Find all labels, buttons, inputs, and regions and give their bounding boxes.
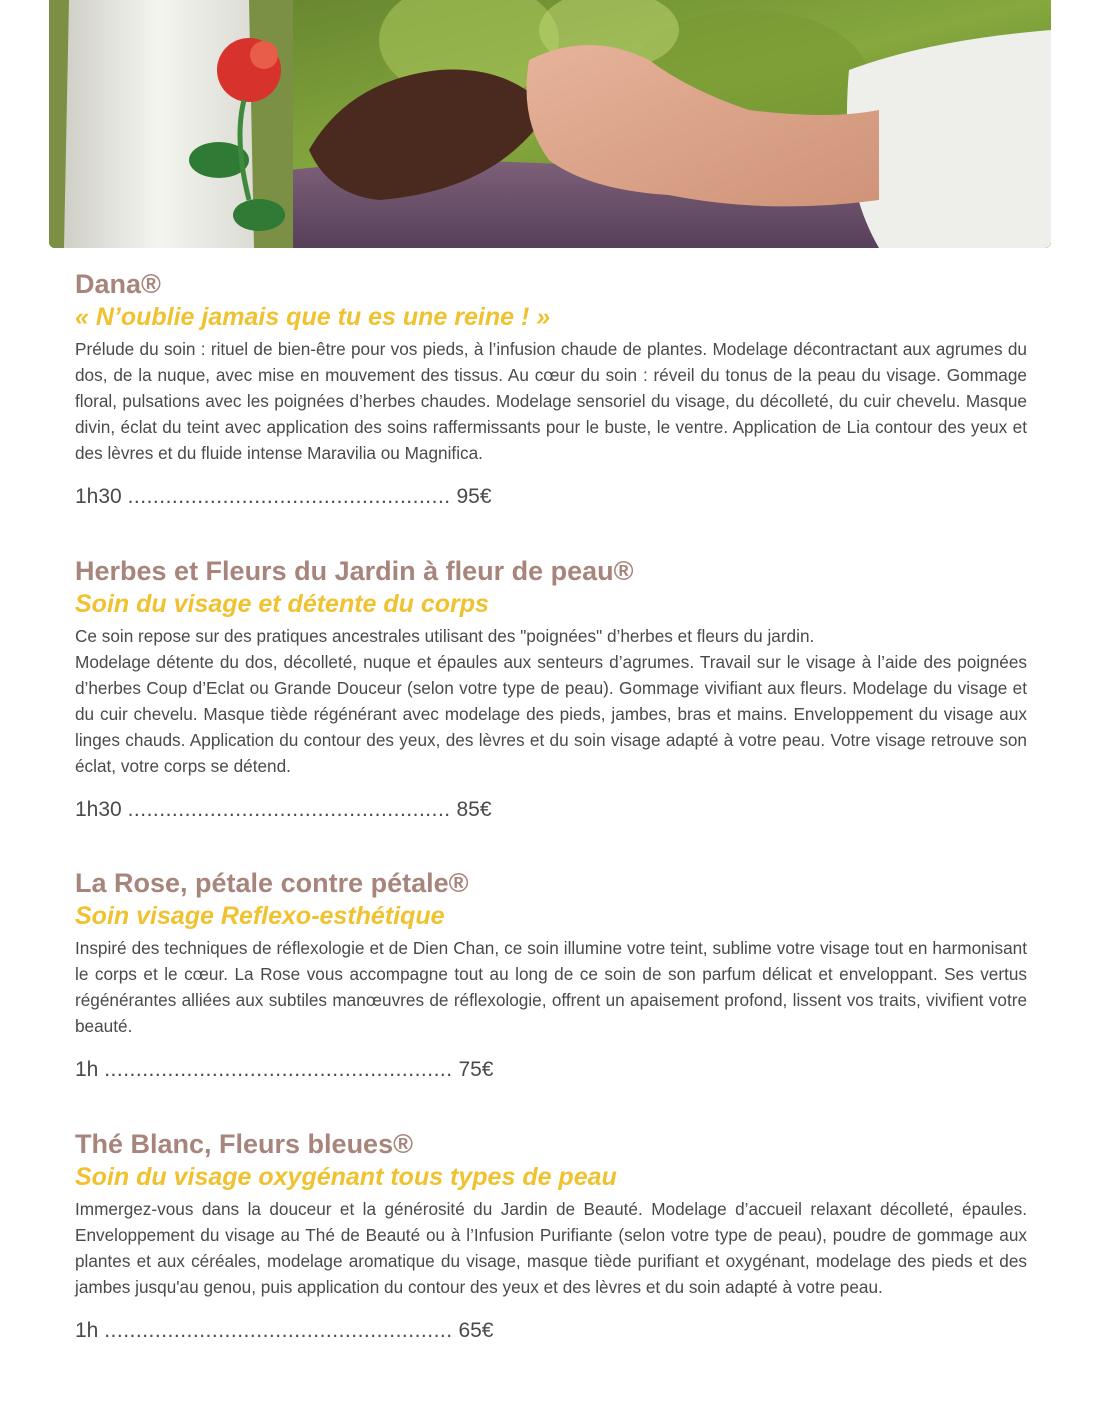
treatment-section-the-blanc — [75, 1128, 1027, 1344]
treatment-title: Dana® — [75, 269, 161, 299]
treatment-subtitle: Soin du visage et détente du corps — [75, 590, 489, 618]
description-paragraph: Immergez-vous dans la douceur et la générosité du Jardin de Beauté. Modelage d’accueil relaxant décolleté, épaules. Enveloppement du visage au Thé de Beauté ou à l’Infusion Purifiante (selon votre type de peau), poudre de gommage aux plantes et aux céréales, modelage aromatique du visage, masque tiède purifiant et oxygénant, modelage des pieds et des jambes jusqu'au genou, puis application du contour des yeux et des lèvres et du soin adapté à votre peau. — [75, 1199, 1027, 1297]
treatment-subtitle: « N’oublie jamais que tu es une reine ! » — [75, 303, 551, 331]
dot-leader: ....................................................... — [104, 1058, 453, 1081]
spa-photo — [49, 0, 1051, 248]
treatment-description — [75, 623, 1027, 779]
banner-image — [49, 0, 1051, 248]
description-paragraph: Prélude du soin : rituel de bien-être pour vos pieds, à l’infusion chaude de plantes. Modelage décontractant aux agrumes du dos, de la nuque, avec mise en mouvement des tissus. Au cœur du soin : réveil du tonus de la peau du visage. Gommage floral, pulsations avec les poignées d’herbes chaudes. Modelage sensoriel du visage, du décolleté, du cuir chevelu. Masque divin, éclat du teint avec application des soins raffermissants pour le buste, le ventre. Application de Lia contour des yeux et des lèvres et du fluide intense Maravilia ou Magnifica. — [75, 339, 1027, 463]
description-paragraph: Modelage détente du dos, décolleté, nuque et épaules aux senteurs d’agrumes. Travail sur le visage à l’aide des poignées d’herbes Coup d’Eclat ou Grande Douceur (selon votre type de peau). Gommage vivifiant aux fleurs. Modelage du visage et du cuir chevelu. Masque tiède régénérant avec modelage des pieds, jambes, bras et mains. Enveloppement du visage aux linges chauds. Application du contour des yeux, des lèvres et du soin visage adapté à votre peau. Votre visage retrouve son éclat, votre corps se détend. — [75, 652, 1027, 776]
price: 75€ — [458, 1058, 494, 1081]
treatment-description — [75, 935, 1027, 1039]
dot-leader: ................................................... — [127, 485, 451, 508]
price-line — [75, 797, 1027, 823]
treatment-subtitle: Soin du visage oxygénant tous types de peau — [75, 1163, 617, 1191]
description-paragraph: Inspiré des techniques de réflexologie et de Dien Chan, ce soin illumine votre teint, sublime votre visage tout en harmonisant le corps et le cœur. La Rose vous accompagne tout au long de ce soin de son parfum délicat et enveloppant. Ses vertus régénérantes alliées aux subtiles manœuvres de réflexologie, offrent un apaisement profond, lissent vos traits, vivifient votre beauté. — [75, 938, 1027, 1036]
duration: 1h30 — [75, 485, 122, 508]
treatment-description — [75, 1196, 1027, 1300]
treatment-title: Herbes et Fleurs du Jardin à fleur de peau® — [75, 556, 634, 586]
treatment-section-herbes-fleurs — [75, 555, 1027, 823]
duration: 1h — [75, 1058, 99, 1081]
duration: 1h30 — [75, 798, 122, 821]
price: 65€ — [458, 1319, 494, 1342]
price-line — [75, 1057, 1027, 1083]
dot-leader: ....................................................... — [104, 1319, 453, 1342]
treatment-section-dana — [75, 268, 1027, 510]
price-line — [75, 1318, 1027, 1344]
dot-leader: ................................................... — [127, 798, 451, 821]
treatment-section-la-rose — [75, 867, 1027, 1083]
price-line — [75, 484, 1027, 510]
treatment-title: La Rose, pétale contre pétale® — [75, 868, 469, 898]
treatment-title: Thé Blanc, Fleurs bleues® — [75, 1129, 413, 1159]
treatment-subtitle: Soin visage Reflexo-esthétique — [75, 902, 445, 930]
duration: 1h — [75, 1319, 99, 1342]
treatment-description — [75, 336, 1027, 466]
description-paragraph: Ce soin repose sur des pratiques ancestrales utilisant des "poignées" d’herbes et fleurs du jardin. — [75, 626, 815, 646]
price: 95€ — [456, 485, 492, 508]
price: 85€ — [456, 798, 492, 821]
